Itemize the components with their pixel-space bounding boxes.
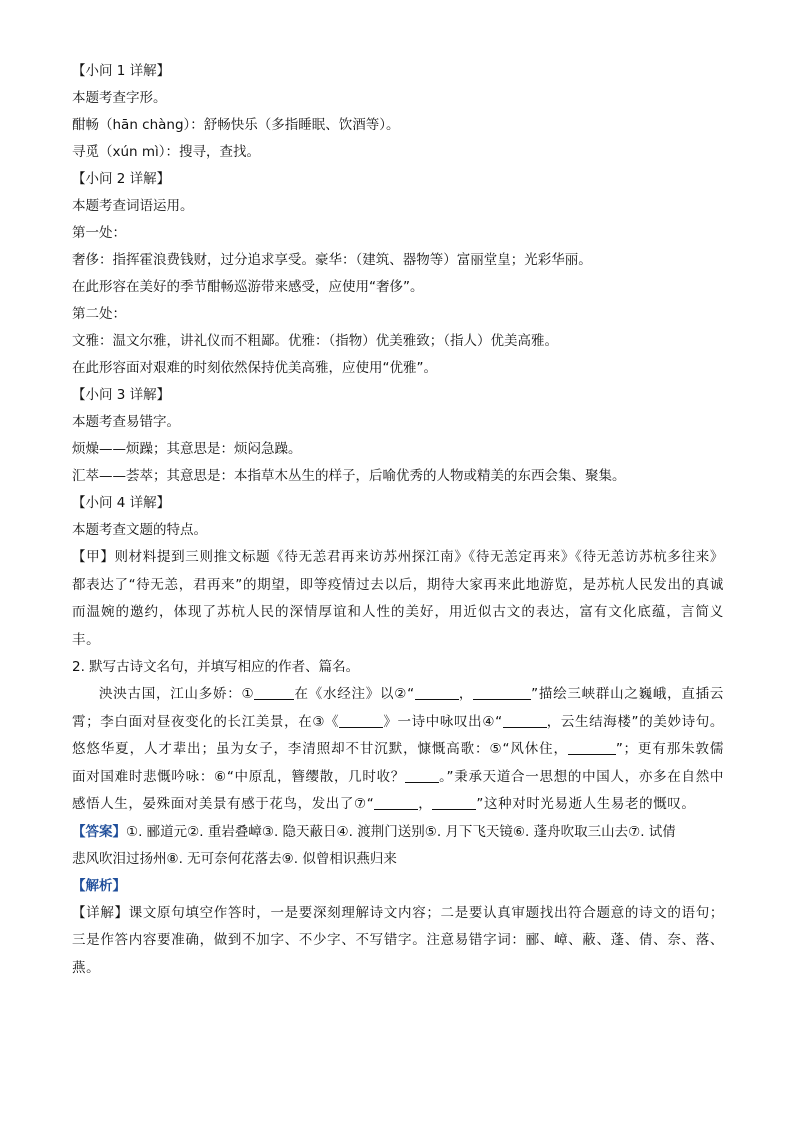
blank-7: [405, 767, 439, 783]
question-2-title: 2. 默写古诗文名句，并填写相应的作者、篇名。: [72, 659, 360, 675]
q4-line-1: 本题考查文题的特点。: [72, 522, 207, 538]
question-2-passage: [72, 681, 724, 819]
blank-1: [254, 684, 294, 700]
q2-line-6: 文雅：温文尔雅，讲礼仪而不粗鄙。优雅：（指物）优美雅致；（指人）优美高雅。: [72, 333, 558, 349]
q1-line-1: 本题考查字形。: [72, 90, 167, 106]
passage-text-3: ，: [458, 686, 474, 702]
passage-text-9: ，: [418, 796, 433, 812]
q2-line-7: 在此形容面对艰难的时刻依然保持优美高雅，应使用“优雅”。: [72, 360, 437, 376]
answer-label: 【答案】: [72, 823, 126, 840]
q3-heading: 【小问 3 详解】: [72, 387, 171, 403]
passage-text-2: 在《水经注》以②“: [294, 686, 415, 702]
q2-line-5: 第二处：: [72, 306, 126, 322]
q2-line-2: 第一处：: [72, 225, 126, 241]
passage-text-10: ”这种对时光易逝人生易老的慨叹。: [476, 796, 696, 812]
analysis-label: 【解析】: [72, 877, 126, 894]
blank-8: [374, 794, 418, 810]
document-page: [72, 58, 724, 982]
blank-5: [503, 712, 547, 728]
passage-text-5: 》一诗中咏叹出④“: [383, 713, 503, 730]
blank-2: [415, 684, 459, 700]
q2-line-3: 奢侈：指挥霍浪费钱财，过分追求享受。豪华：（建筑、器物等）富丽堂皇；光彩华丽。: [72, 252, 592, 268]
q4-paragraph: 【甲】则材料提到三则推文标题《待无恙君再来访苏州探江南》《待无恙定再来》《待无恙访苏杭多往来》都表达了“待无恙，君再来”的期望，即等疫情过去以后，期待大家再来此地游览，是苏杭人民发出的真诚而温婉的邀约，体现了苏杭人民的深情厚谊和人性的美好，用近似古文的表达，富有文化底蕴，言简义丰。: [72, 549, 724, 648]
blank-4: [339, 712, 383, 728]
passage-text-8: 。”秉承天道合一思想的中国人，亦多在自然中感悟人生，晏殊面对美景有感于花鸟，发出了⑦“: [72, 768, 725, 812]
passage-text-4: ”描绘三峡群山之巍峨，直插云霄；李白面对昼夜变化的长江美景，在③《: [72, 686, 724, 730]
answer-line-1: [72, 819, 724, 846]
q2-line-1: 本题考查词语运用。: [72, 198, 194, 214]
q4-heading: 【小问 4 详解】: [72, 495, 171, 511]
detail-label: 【详解】: [72, 904, 129, 921]
passage-text-1: 泱泱古国，江山多娇：①: [99, 686, 255, 702]
answer-text-1: ①. 郦道元②. 重岩叠嶂③. 隐天蔽日④. 渡荆门送别⑤. 月下飞天镜⑥. 蓬舟吹取三山去⑦. 试倩: [126, 823, 676, 840]
detail-paragraph: [72, 900, 724, 983]
q3-line-3: 汇萃——荟萃；其意思是：本指草木丛生的样子，后喻优秀的人物或精美的东西会集、聚集。: [72, 468, 626, 484]
q2-heading: 【小问 2 详解】: [72, 171, 171, 187]
passage-text-7: ”；更有那朱敦儒面对国难时悲慨吟咏：⑥“中原乱，簪缨散，几时收？: [72, 741, 724, 785]
blank-9: [432, 794, 476, 810]
q1-line-3: 寻觅（xún mì）：搜寻，查找。: [72, 144, 261, 160]
blank-6: [568, 739, 616, 755]
detail-text: 课文原句填空作答时，一是要深刻理解诗文内容；二是要认真审题找出符合题意的诗文的语句；三是作答内容要准确，做到不加字、不少字、不写错字。注意易错字词：郦、嶂、蔽、蓬、倩、奈、落、燕。: [72, 904, 724, 976]
q1-heading: 【小问 1 详解】: [72, 63, 171, 79]
blank-3: [473, 684, 531, 700]
q3-line-1: 本题考查易错字。: [72, 414, 180, 430]
q2-line-4: 在此形容在美好的季节酣畅巡游带来感受，应使用“奢侈”。: [72, 279, 424, 295]
passage-text-6: ，云生结海楼”的美妙诗句。悠悠华夏，人才辈出；虽为女子，李清照却不甘沉默，慷慨高歌：⑤“风休住，: [72, 713, 725, 757]
q1-line-2: 酣畅（hān chàng）：舒畅快乐（多指睡眠、饮酒等）。: [72, 117, 400, 133]
q3-line-2: 烦燥——烦躁；其意思是：烦闷急躁。: [72, 441, 302, 457]
answer-line-2: 悲风吹泪过扬州⑧. 无可奈何花落去⑨. 似曾相识燕归来: [72, 850, 397, 867]
